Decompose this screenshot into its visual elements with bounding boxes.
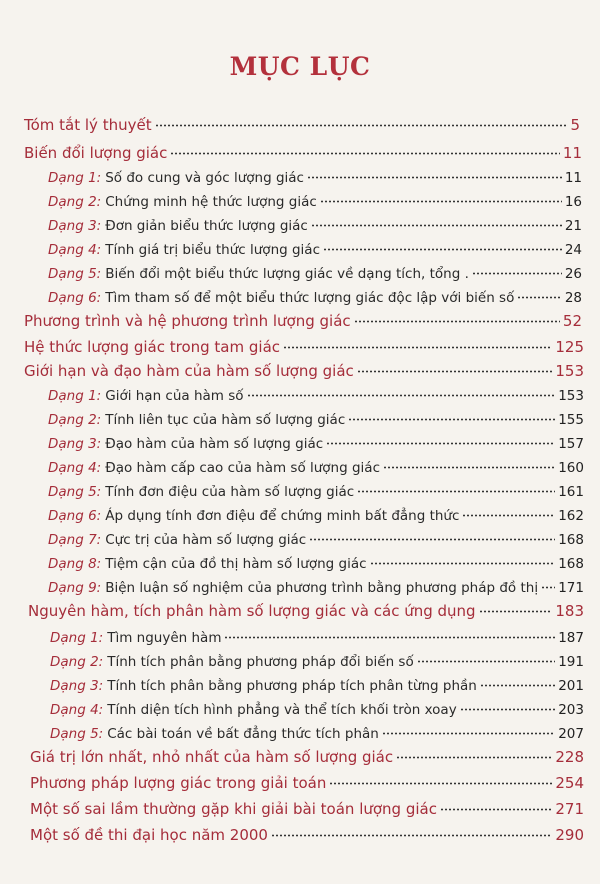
toc-section-entry[interactable] xyxy=(48,262,582,282)
toc-dot-leader xyxy=(462,501,555,517)
toc-dot-leader xyxy=(323,235,562,251)
toc-dot-leader xyxy=(460,695,556,711)
toc-chapter-entry[interactable] xyxy=(28,600,584,620)
toc-entry-label xyxy=(50,654,414,670)
toc-section-entry[interactable] xyxy=(48,384,584,404)
toc-section-entry[interactable] xyxy=(48,432,584,452)
toc-entry-label xyxy=(48,194,317,210)
toc-chapter-entry[interactable] xyxy=(24,336,584,356)
toc-dot-leader xyxy=(309,525,555,541)
toc-section-entry[interactable] xyxy=(48,408,584,428)
toc-entry-label xyxy=(50,678,477,694)
toc-entry-label xyxy=(48,556,367,572)
toc-chapter-entry[interactable] xyxy=(24,142,582,162)
toc-dot-leader xyxy=(224,623,555,639)
toc-dot-leader xyxy=(283,333,552,349)
toc-dot-leader xyxy=(383,453,555,469)
toc-section-number: Dạng 5: xyxy=(50,726,104,742)
toc-section-entry[interactable] xyxy=(50,722,584,742)
toc-dot-leader xyxy=(320,187,562,203)
toc-section-number: Dạng 4: xyxy=(48,460,102,476)
toc-section-number: Dạng 2: xyxy=(48,194,102,210)
toc-section-number: Dạng 3: xyxy=(48,436,102,452)
toc-page-number: 228 xyxy=(555,748,584,766)
toc-section-title: Số đo cung và góc lượng giác xyxy=(105,170,304,186)
toc-section-number: Dạng 5: xyxy=(48,266,102,282)
toc-section-title: Tính tích phân bằng phương pháp tích phân từng phần xyxy=(107,678,477,694)
toc-page-number: 271 xyxy=(555,800,584,818)
toc-entry-label xyxy=(48,436,323,452)
toc-entry-label xyxy=(50,702,457,718)
toc-dot-leader xyxy=(155,111,568,127)
toc-entry-label xyxy=(48,580,538,596)
toc-entry-label: Giá trị lớn nhất, nhỏ nhất của hàm số lượng giác xyxy=(30,748,394,766)
toc-dot-leader xyxy=(271,821,552,837)
toc-dot-leader xyxy=(517,283,561,299)
toc-entry-label xyxy=(48,218,308,234)
toc-entry-label xyxy=(48,460,380,476)
toc-page-number: 125 xyxy=(555,338,584,356)
toc-page-number: 21 xyxy=(564,218,582,234)
toc-entry-label xyxy=(48,508,459,524)
toc-dot-leader xyxy=(440,795,552,811)
toc-section-entry[interactable] xyxy=(48,166,582,186)
toc-section-title: Chứng minh hệ thức lượng giác xyxy=(105,194,317,210)
toc-section-title: Biến đổi một biểu thức lượng giác về dạng tích, tổng . xyxy=(105,266,469,282)
toc-page-number: 191 xyxy=(558,654,584,670)
toc-dot-leader xyxy=(354,307,560,323)
toc-page-number: 161 xyxy=(558,484,584,500)
toc-section-number: Dạng 2: xyxy=(50,654,104,670)
toc-page-number: 11 xyxy=(562,144,582,162)
toc-dot-leader xyxy=(170,139,560,155)
toc-page-number: 11 xyxy=(564,170,582,186)
toc-section-title: Tìm nguyên hàm xyxy=(107,630,222,646)
toc-entry-label: Một số sai lầm thường gặp khi giải bài toán lượng giác xyxy=(30,800,437,818)
toc-section-title: Đơn giản biểu thức lượng giác xyxy=(105,218,308,234)
toc-dot-leader xyxy=(382,719,555,735)
toc-chapter-entry[interactable] xyxy=(24,114,580,134)
toc-section-entry[interactable] xyxy=(50,650,584,670)
toc-dot-leader xyxy=(329,769,552,785)
toc-chapter-entry[interactable] xyxy=(24,310,582,330)
toc-section-entry[interactable] xyxy=(50,626,584,646)
toc-page-number: 160 xyxy=(558,460,584,476)
toc-section-number: Dạng 1: xyxy=(50,630,104,646)
toc-page-number: 16 xyxy=(564,194,582,210)
toc-section-number: Dạng 1: xyxy=(48,170,102,186)
toc-entry-label xyxy=(48,170,304,186)
toc-section-title: Giới hạn của hàm số xyxy=(105,388,244,404)
toc-page-number: 171 xyxy=(558,580,584,596)
toc-dot-leader xyxy=(307,163,562,179)
toc-section-title: Đạo hàm cấp cao của hàm số lượng giác xyxy=(105,460,380,476)
toc-dot-leader xyxy=(247,381,556,397)
toc-dot-leader xyxy=(479,597,553,613)
toc-section-title: Tìm tham số để một biểu thức lượng giác độc lập với biến số xyxy=(105,290,515,306)
toc-page-number: 168 xyxy=(558,532,584,548)
toc-section-number: Dạng 1: xyxy=(48,388,102,404)
toc-chapter-entry[interactable] xyxy=(30,772,584,792)
toc-page-number: 157 xyxy=(558,436,584,452)
toc-section-title: Đạo hàm của hàm số lượng giác xyxy=(105,436,324,452)
toc-section-number: Dạng 7: xyxy=(48,532,102,548)
toc-section-number: Dạng 3: xyxy=(50,678,104,694)
toc-entry-label: Hệ thức lượng giác trong tam giác xyxy=(24,338,281,356)
toc-entry-label xyxy=(50,630,221,646)
toc-section-entry[interactable] xyxy=(48,528,584,548)
toc-dot-leader xyxy=(357,357,553,373)
toc-section-entry[interactable] xyxy=(48,238,582,258)
toc-section-title: Các bài toán về bất đẳng thức tích phân xyxy=(107,726,379,742)
toc-section-entry[interactable] xyxy=(48,456,584,476)
toc-dot-leader xyxy=(326,429,555,445)
toc-page-number: 168 xyxy=(558,556,584,572)
toc-section-number: Dạng 6: xyxy=(48,508,102,524)
toc-entry-label xyxy=(48,532,306,548)
toc-entry-label: Tóm tắt lý thuyết xyxy=(24,116,152,134)
toc-page-number: 155 xyxy=(558,412,584,428)
toc-entry-label: Nguyên hàm, tích phân hàm số lượng giác và các ứng dụng xyxy=(28,602,476,620)
toc-section-entry[interactable] xyxy=(50,698,584,718)
toc-section-entry[interactable] xyxy=(48,576,584,596)
toc-entry-label: Biến đổi lượng giác xyxy=(24,144,168,162)
toc-section-entry[interactable] xyxy=(48,190,582,210)
toc-entry-label xyxy=(48,484,354,500)
toc-section-number: Dạng 4: xyxy=(48,242,102,258)
toc-section-entry[interactable] xyxy=(50,674,584,694)
toc-chapter-entry[interactable] xyxy=(30,746,584,766)
toc-section-title: Tính đơn điệu của hàm số lượng giác xyxy=(105,484,355,500)
toc-section-number: Dạng 6: xyxy=(48,290,102,306)
toc-entry-label xyxy=(48,266,469,282)
toc-section-entry[interactable] xyxy=(48,286,582,306)
toc-page-number: 162 xyxy=(558,508,584,524)
toc-dot-leader xyxy=(480,671,555,687)
toc-section-entry[interactable] xyxy=(48,504,584,524)
toc-section-number: Dạng 4: xyxy=(50,702,104,718)
toc-section-title: Tiệm cận của đồ thị hàm số lượng giác xyxy=(105,556,367,572)
toc-page-number: 207 xyxy=(558,726,584,742)
toc-section-title: Biện luận số nghiệm của phương trình bằng phương pháp đồ thị xyxy=(105,580,539,596)
toc-page-number: 203 xyxy=(558,702,584,718)
toc-section-number: Dạng 9: xyxy=(48,580,102,596)
page-title: MỤC LỤC xyxy=(229,52,371,81)
toc-dot-leader xyxy=(541,573,555,589)
toc-section-number: Dạng 8: xyxy=(48,556,102,572)
toc-page-number: 290 xyxy=(555,826,584,844)
toc-page-number: 254 xyxy=(555,774,584,792)
toc-section-title: Cực trị của hàm số lượng giác xyxy=(105,532,307,548)
toc-entry-label xyxy=(48,388,244,404)
toc-entry-label xyxy=(48,290,514,306)
toc-page-number: 52 xyxy=(562,312,582,330)
toc-dot-leader xyxy=(472,259,562,275)
toc-page-number: 153 xyxy=(558,388,584,404)
toc-dot-leader xyxy=(311,211,562,227)
toc-section-number: Dạng 5: xyxy=(48,484,102,500)
toc-section-title: Tính giá trị biểu thức lượng giác xyxy=(105,242,320,258)
toc-page-number: 153 xyxy=(555,362,584,380)
toc-page-number: 26 xyxy=(564,266,582,282)
toc-section-entry[interactable] xyxy=(48,214,582,234)
toc-chapter-entry[interactable] xyxy=(30,824,584,844)
toc-section-entry[interactable] xyxy=(48,480,584,500)
toc-section-title: Tính tích phân bằng phương pháp đổi biến số xyxy=(107,654,414,670)
toc-section-title: Áp dụng tính đơn điệu để chứng minh bất đẳng thức xyxy=(105,508,460,524)
toc-dot-leader xyxy=(417,647,556,663)
toc-page-number: 28 xyxy=(564,290,582,306)
toc-entry-label: Phương trình và hệ phương trình lượng giác xyxy=(24,312,351,330)
toc-page-number: 24 xyxy=(564,242,582,258)
toc-section-number: Dạng 3: xyxy=(48,218,102,234)
toc-entry-label: Một số đề thi đại học năm 2000 xyxy=(30,826,268,844)
toc-dot-leader xyxy=(357,477,555,493)
toc-entry-label: Phương pháp lượng giác trong giải toán xyxy=(30,774,327,792)
toc-section-entry[interactable] xyxy=(48,552,584,572)
toc-page-number: 183 xyxy=(555,602,584,620)
toc-page-number: 5 xyxy=(570,116,580,134)
toc-section-number: Dạng 2: xyxy=(48,412,102,428)
toc-page-number: 187 xyxy=(558,630,584,646)
toc-chapter-entry[interactable] xyxy=(30,798,584,818)
toc-entry-label xyxy=(48,242,320,258)
toc-dot-leader xyxy=(370,549,556,565)
toc-page-number: 201 xyxy=(558,678,584,694)
toc-dot-leader xyxy=(348,405,555,421)
toc-entry-label xyxy=(48,412,345,428)
toc-section-title: Tính liên tục của hàm số lượng giác xyxy=(105,412,346,428)
toc-dot-leader xyxy=(396,743,552,759)
toc-entry-label xyxy=(50,726,379,742)
toc-section-title: Tính diện tích hình phẳng và thể tích khối tròn xoay xyxy=(107,702,457,718)
toc-chapter-entry[interactable] xyxy=(24,360,584,380)
toc-entry-label: Giới hạn và đạo hàm của hàm số lượng giác xyxy=(24,362,354,380)
